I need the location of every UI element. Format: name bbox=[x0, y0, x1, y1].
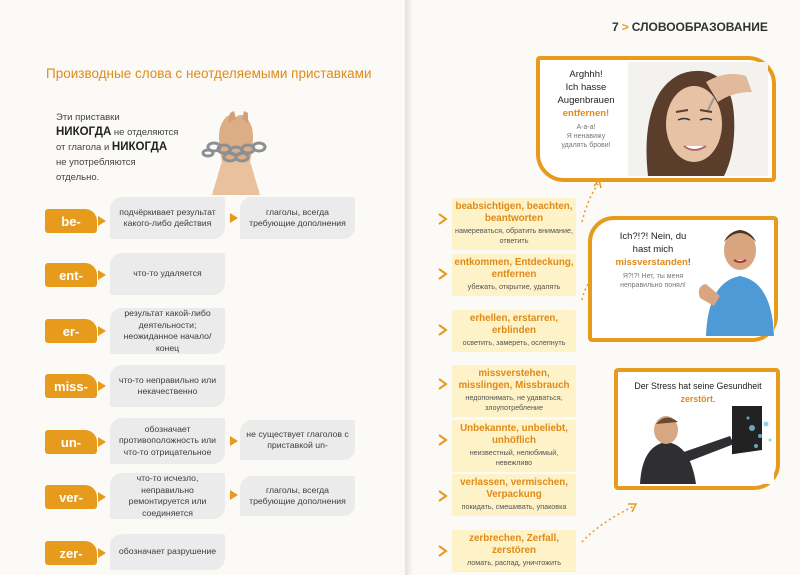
prefix-note: не существует глаголов с приставкой un- bbox=[240, 420, 355, 460]
prefix-er: er- bbox=[45, 319, 97, 343]
card-german-line: ! bbox=[687, 257, 691, 268]
prefix-note: глаголы, всегда требующие дополнения bbox=[240, 197, 355, 239]
example-german: missverstehen, misslingen, Missbrauch bbox=[458, 368, 570, 391]
card-highlight: entfernen! bbox=[562, 108, 610, 119]
card-russian-line: А-а-а! bbox=[576, 124, 596, 131]
prefix-description: что-то исчезло, неправильно ремонтируется или соединяется bbox=[110, 473, 225, 519]
arrow-right-icon bbox=[230, 213, 238, 223]
arrow-right-icon bbox=[98, 437, 106, 447]
card-text bbox=[600, 230, 706, 290]
example-russian: убежать, открытие, удалять bbox=[467, 282, 561, 291]
prefix-description: что-то удаляется bbox=[110, 253, 225, 295]
example-german: zerbrechen, Zerfall, zerstören bbox=[469, 533, 559, 556]
card-german-line: . bbox=[712, 394, 716, 404]
chevron-right-icon bbox=[438, 378, 448, 390]
woman-plucking-eyebrows-photo bbox=[628, 62, 768, 176]
example-german: verlassen, vermischen, Verpackung bbox=[460, 477, 568, 500]
card-highlight: zerstört bbox=[680, 394, 713, 404]
chevron-right-icon bbox=[438, 268, 448, 280]
chained-hands-illustration bbox=[198, 103, 276, 195]
prefix-ent: ent- bbox=[45, 263, 97, 287]
example-german: beabsichtigen, beachten, beantworten bbox=[455, 201, 573, 224]
arrow-right-icon bbox=[230, 436, 238, 446]
prefix-description: обозначает противоположность или что-то отрицательное bbox=[110, 418, 225, 464]
example-german: Unbekannte, unbeliebt, unhöflich bbox=[460, 423, 568, 446]
example-box-ent bbox=[452, 254, 576, 296]
card-russian-line: Я?!?! Нет, ты меня bbox=[622, 273, 684, 280]
rule-note bbox=[56, 110, 196, 185]
card-russian-line: Я ненавижу bbox=[566, 133, 606, 140]
note-emphasis: НИКОГДА bbox=[111, 141, 168, 153]
surprised-man-photo bbox=[696, 222, 774, 336]
card-german-line: Augenbrauen bbox=[557, 95, 615, 106]
example-card-missverstanden bbox=[588, 216, 778, 342]
example-german: erhellen, erstarren, erblinden bbox=[469, 313, 559, 336]
example-box-ver bbox=[452, 474, 576, 516]
prefix-un: un- bbox=[45, 430, 97, 454]
example-box-miss bbox=[452, 365, 576, 417]
example-card-entfernen bbox=[536, 56, 776, 182]
note-line: отдельно. bbox=[56, 172, 100, 183]
card-russian-line: удалять брови! bbox=[561, 142, 611, 149]
arrow-right-icon bbox=[98, 216, 106, 226]
prefix-zer: zer- bbox=[45, 541, 97, 565]
chevron-right-icon bbox=[438, 545, 448, 557]
example-card-zerstort bbox=[614, 368, 780, 490]
example-box-er bbox=[452, 310, 576, 352]
arrow-right-icon bbox=[98, 492, 106, 502]
prefix-description: подчёркивает результат какого-либо действия bbox=[110, 197, 225, 239]
example-russian: неизвестный, нелюбимый, невежливо bbox=[469, 448, 559, 467]
chevron-right-icon bbox=[438, 434, 448, 446]
example-russian: покидать, смешивать, упаковка bbox=[461, 502, 567, 511]
chevron-right-icon bbox=[438, 213, 448, 225]
note-line: от глагола и bbox=[56, 142, 112, 153]
prefix-description: что-то неправильно или некачественно bbox=[110, 365, 225, 407]
note-line: Эти приставки bbox=[56, 112, 120, 123]
example-box-zer bbox=[452, 530, 576, 572]
example-russian: недопонимать, не удаваться, злоупотребление bbox=[465, 393, 563, 412]
dotted-arrow-icon bbox=[578, 498, 642, 544]
card-text bbox=[546, 68, 626, 150]
prefix-miss: miss- bbox=[45, 374, 97, 398]
prefix-be: be- bbox=[45, 209, 97, 233]
card-german-line: Arghhh! bbox=[569, 69, 603, 80]
stressed-man-computer-photo bbox=[620, 406, 774, 484]
example-box-be bbox=[452, 198, 576, 250]
note-line: не употребляются bbox=[56, 157, 136, 168]
example-box-un bbox=[452, 420, 576, 472]
chevron-right-icon: > bbox=[621, 20, 629, 34]
chevron-right-icon bbox=[438, 490, 448, 502]
prefix-description: результат какой-либо деятельности; неожиданное начало/конец bbox=[110, 308, 225, 354]
prefix-description: обозначает разрушение bbox=[110, 534, 225, 570]
book-gutter bbox=[405, 0, 413, 575]
chapter-number: 7 bbox=[612, 20, 619, 34]
card-german-line: Der Stress hat seine Gesundheit bbox=[634, 381, 762, 391]
card-highlight: missverstanden bbox=[615, 257, 688, 268]
arrow-right-icon bbox=[98, 326, 106, 336]
chapter-title: СЛОВООБРАЗОВАНИЕ bbox=[631, 20, 768, 34]
card-german-line: Ich hasse bbox=[565, 82, 607, 93]
arrow-right-icon bbox=[98, 548, 106, 558]
prefix-note: глаголы, всегда требующие дополнения bbox=[240, 476, 355, 516]
example-russian: осветить, замереть, ослепнуть bbox=[462, 338, 566, 347]
card-german-line: hast mich bbox=[632, 244, 674, 255]
prefix-ver: ver- bbox=[45, 485, 97, 509]
arrow-right-icon bbox=[98, 381, 106, 391]
chevron-right-icon bbox=[438, 324, 448, 336]
chapter-heading bbox=[612, 20, 768, 34]
arrow-right-icon bbox=[230, 490, 238, 500]
example-german: entkommen, Entdeckung, entfernen bbox=[454, 257, 574, 280]
example-russian: намереваться, обратить внимание, ответить bbox=[454, 226, 573, 245]
card-russian-line: неправильно понял! bbox=[620, 282, 686, 289]
arrow-right-icon bbox=[98, 270, 106, 280]
note-emphasis: НИКОГДА bbox=[56, 126, 112, 138]
page-title: Производные слова с неотделяемыми приставками bbox=[46, 66, 372, 81]
card-german-line: Ich?!?! Nein, du bbox=[619, 231, 687, 242]
note-line: не отделяются bbox=[111, 127, 179, 138]
example-russian: ломать, распад, уничтожить bbox=[466, 558, 562, 567]
